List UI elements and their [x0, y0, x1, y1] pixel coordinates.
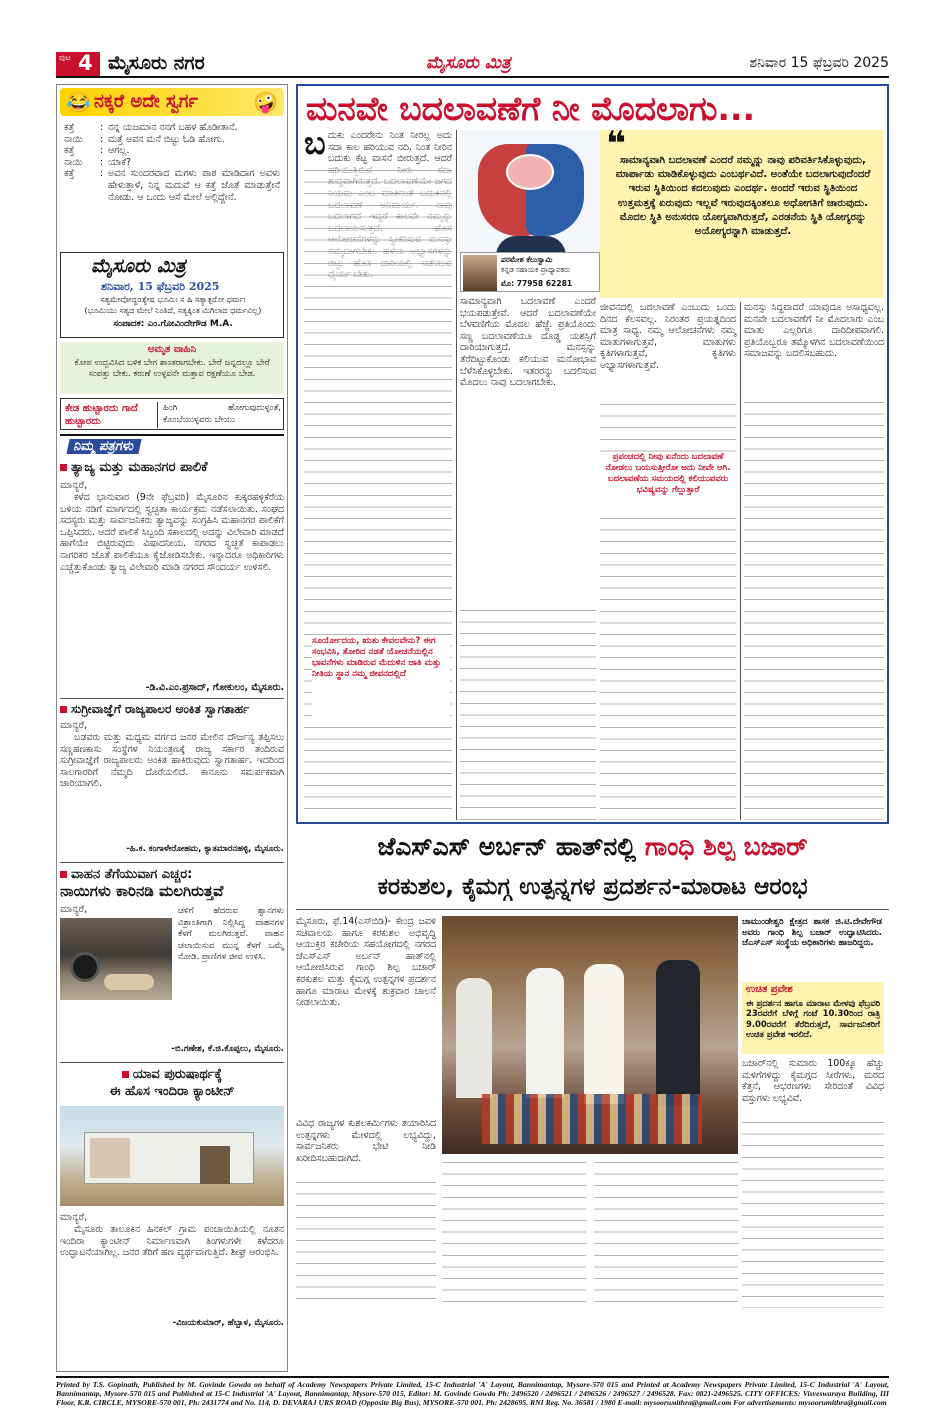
- bullet-square-icon: [60, 464, 67, 471]
- letter-signature: -ಬಿ.ಗಣೇಶ, ಕೆ.ಜಿ.ಕೊಪ್ಪಲು, ಮೈಸೂರು.: [171, 1044, 284, 1054]
- page-label: ಪುಟ: [59, 53, 71, 62]
- news-body-2: ವಿವಿಧ ರಾಜ್ಯಗಳ ಕುಶಲಕರ್ಮಿಗಳು ತಯಾರಿಸಿದ ಉತ್ಪನ್ನಗಳು ಮೇಳದಲ್ಲಿ ಲಭ್ಯವಿದ್ದು, ಸಾರ್ವಜನಿಕರು ಭೇಟಿ ನೀಡಿ ಖರೀದಿಸಬಹುದಾಗಿದೆ.: [296, 1118, 436, 1164]
- news-event-photo: [442, 916, 738, 1154]
- news-photo-caption: ಚಾಮುಂಡೇಶ್ವರಿ ಕ್ಷೇತ್ರದ ಶಾಸಕ ಜಿ.ಟಿ.ದೇವೇಗೌಡ ಅವರು ಗಾಂಧಿ ಶಿಲ್ಪ ಬಜಾರ್ ಉದ್ಘಾಟಿಸಿದರು. ಜೆಎಸ್‌ಎಸ್ ಸಂಸ್ಥೆಯ ಅಧಿಕಾರಿಗಳು ಹಾಜರಿದ್ದರು.: [742, 916, 882, 948]
- news-column-4-body: [594, 1160, 738, 1308]
- feature-column-4-text: ಮನಸ್ಸು ಸಿದ್ಧವಾದರೆ ಯಾವುದೂ ಅಸಾಧ್ಯವಲ್ಲ. ಮನವೇ ಬದಲಾವಣೆಗೆ ನೀ ಮೊದಲಾಗು ಎಂಬ ಮಾತು ಎಲ್ಲರಿಗೂ ದಾರಿದೀಪವಾಗಲಿ. ಪ್ರತಿಯೊಬ್ಬರೂ ತಮ್ಮೊಳಗಿನ ಬದಲಾವಣೆಯಿಂದ ಸಮಾಜವನ್ನು ಬದಲಿಸಬಹುದು.: [744, 302, 884, 360]
- divider: [60, 698, 284, 699]
- letter-title: ಯಾವ ಪುರುಷಾರ್ಥಕ್ಕೆ ಈ ಹೊಸ ಇಂದಿರಾ ಕ್ಯಾಂಟೀನ್: [109, 1067, 235, 1099]
- bullet-square-icon: [60, 706, 67, 713]
- letters-header: [60, 434, 284, 456]
- laughing-face-icon: 😂: [66, 90, 91, 114]
- page-number: 4: [78, 51, 93, 75]
- paper-logo-small: ಮೈಸೂರು ಮಿತ್ರ: [426, 53, 511, 73]
- news-headline: ಜೆಎಸ್‌ಎಸ್ ಅರ್ಬನ್ ಹಾತ್‌ನಲ್ಲಿ ಗಾಂಧಿ ಶಿಲ್ಪ ಬಜಾರ್: [377, 832, 808, 861]
- section-name: ಮೈಸೂರು ನಗರ: [108, 52, 205, 74]
- column-divider: [456, 130, 457, 820]
- imprint-text: Printed by T.S. Gopinath, Published by M. Govinde Gowda on behalf of Academy Newspapers Private Limited, 15-C Industrial 'A' Layout, Bannimantap, Mysore-570 015 and Printed at Academy Newspapers Private Limited, 15-C Industrial 'A' Layout, Bannimantap, Mysore-570 015 and Published at 15-C Industrial 'A' Layout, Bannimantap, Mysore-570 015, Editor: M. Govinde Gowda Ph: 2496520 / 2496521 / 2496526 / 2496527 / 2496528. Fax: 0821-2496525. CITY OFFICES: Visveswaraya Building, III Floor, K.R. CIRCLE, MYSORE-570 001, Ph: 2431774 and No. 114, D. DEVARAJ URS ROAD (Opposite Big Bus), MYSORE-570 001. Ph: 2428695. RNI Reg. No. 36581 / 1980 E-mail: mysooruмithra@gmail.com For advertisements: mysoorumithra@gmail.com: [56, 1380, 889, 1408]
- feature-column-4-body: [744, 400, 884, 820]
- paper-date: ಶನಿವಾರ, 15 ಫೆಬ್ರವರಿ 2025: [101, 280, 220, 293]
- pull-quote-text: ಸಾಮಾನ್ಯವಾಗಿ ಬದಲಾವಣೆ ಎಂದರೆ ನಮ್ಮನ್ನು ನಾವು ಪರಿವರ್ತಿಸಿಕೊಳ್ಳುವುದು, ಮಾರ್ಪಾಡು ಮಾಡಿಕೊಳ್ಳುವುದು ಎಂಬರ್ಥವಿದೆ. ಅಂತೆಯೇ ಬದಲಾಗುವುದೆಂದರೆ ಇರುವ ಸ್ಥಿತಿಯಿಂದ ಕದಲುವುದು ಎಂದರ್ಥ. ಅಂದರೆ ಇರುವ ಸ್ಥಿತಿಯಿಂದ ಉತ್ತಮತ್ತಕ್ಕೆ ಏರುವುದು ಇಲ್ಲವೆ ಇರುವುದಕ್ಕಿಂತಲೂ ಅಧೋಗತಿಗೆ ಜಾರುವುದು. ಮೊದಲ ಸ್ಥಿತಿ ಅನುಸರಣ ಯೋಗ್ಯವಾಗಿರುತ್ತದೆ, ಎರಡನೆಯ ಸ್ಥಿತಿ ಯೋಗ್ಯರನ್ನು ಅಯೋಗ್ಯರನ್ನಾಗಿ ಮಾಡುತ್ತದೆ.: [615, 155, 871, 238]
- letter-signature: -ಡಿ.ವಿ.ಎಂ.ಪ್ರಸಾದ್, ಗೋಕುಲಂ, ಮೈಸೂರು.: [145, 682, 284, 693]
- letter-2: [60, 702, 284, 862]
- joke-title: ನಕ್ಕರೆ ಅದೇ ಸ್ವರ್ಗ: [94, 91, 198, 112]
- page-date: ಶನಿವಾರ 15 ಫೆಬ್ರವರಿ 2025: [749, 55, 889, 71]
- letter-salutation: ಮಾನ್ಯರೆ,: [60, 720, 88, 731]
- free-entry-box: [742, 982, 884, 1054]
- page-number-tag: [56, 52, 100, 76]
- column-divider: [740, 302, 741, 820]
- joke-line: ನಾಯಿ : ಮತ್ತೆ ಅವನ ಮನೆ ಬಿಟ್ಟು ಓಡಿ ಹೋಗು.: [64, 133, 225, 145]
- feature-column-2-body: [460, 608, 596, 820]
- quote-mark-icon: ❝: [606, 124, 626, 164]
- feature-column-1-text: ದುಕು ಎಂದರೇನು ನಿಂತ ನೀರಲ್ಲ ಅದು ಸದಾ ಕಾಲ ಹರಿಯುವ ನದಿ. ನಿಂತ ನೀರಿನ ಬದುಕು ಕೆಟ್ಟ ವಾಸನೆ ಬೀರುತ್ತದೆ. ಆದರೆ: [328, 130, 452, 165]
- divider: [60, 1062, 284, 1063]
- feature-column-3-body: [600, 402, 736, 452]
- author-phone: ಮೊ: 77958 62281: [501, 279, 573, 288]
- paper-editor: ಸಂಪಾದಕ: ಎಂ.ಗೋವಿಂದೇಗೌಡ M.A.: [113, 319, 233, 329]
- paper-logo: ಮೈಸೂರು ಮಿತ್ರ: [91, 255, 186, 277]
- joke-line: ನಾಯಿ : ಯಾಕೆ?: [64, 156, 131, 168]
- news-photo-caption-box: [742, 916, 882, 978]
- pull-quote: [600, 124, 884, 298]
- letter-4: [60, 1066, 284, 1370]
- amrutha-vani-title: ಅಮೃತ ವಾಹಿನಿ: [147, 344, 197, 355]
- free-entry-text: ಈ ಪ್ರದರ್ಶನ ಹಾಗೂ ಮಾರಾಟ ಮೇಳವು ಫೆಬ್ರವರಿ 23ರವರೆಗೆ ಬೆಳಿಗ್ಗೆ ಗಂಟೆ 10.30ರಿಂದ ರಾತ್ರಿ 9.00ರವರೆಗೆ ತೆರೆದಿರುತ್ತದೆ, ಸಾರ್ವಜನಿಕರಿಗೆ ಉಚಿತ ಪ್ರವೇಶ ಇರಲಿದೆ.: [746, 998, 880, 1040]
- dog-under-car-photo: [60, 918, 172, 1000]
- inline-quote: ಸೂರ್ಯೋದಯ, ಋತು ಕೇವಲವೇನು? ಈಗ ಸಂಭವಿಸಿ, ತೋರಿದ ನಡತೆ ಯೋಚನೆಯಲ್ಲಿನ ಭಾವನೆಗಳು ಮಾಡಿರುವ ಮೆದುಳಿನ ಜಾತಿ ಮತ್ತು ನೀತಿಯ ಸ್ಥಾನ ನಮ್ಮ ಜೀವನದಲ್ಲಿದೆ: [312, 636, 450, 726]
- proverb-box: [60, 398, 284, 430]
- imprint-footer: [56, 1376, 889, 1416]
- bullet-square-icon: [60, 871, 67, 878]
- feature-column-3-text: ಜೀವನದಲ್ಲಿ ಬದಲಾವಣೆ ಎಂಬುದು ಒಂದು ದಿನದ ಕೆಲಸವಲ್ಲ. ನಿರಂತರ ಪ್ರಯತ್ನದಿಂದ ಮಾತ್ರ ಸಾಧ್ಯ. ನಮ್ಮ ಆಲೋಚನೆಗಳು ನಮ್ಮ ಮಾತುಗಳಾಗುತ್ತವೆ, ಮಾತುಗಳು ಕೃತಿಗಳಾಗುತ್ತವೆ, ಕೃತಿಗಳು ಅಭ್ಯಾಸಗಳಾಗುತ್ತವೆ.: [600, 302, 736, 371]
- news-column-5-body: [742, 1120, 884, 1308]
- letter-salutation: ಮಾನ್ಯರೆ,: [60, 904, 88, 915]
- letter-body: ಮೈಸೂರು ತಾಲೂಕಿನ ಹಿನಕಲ್ ಗ್ರಾಮ ಪಂಚಾಯಿತಿಯಲ್ಲಿ ನೂತನ ಇಂದಿರಾ ಕ್ಯಾಂಟೀನ್ ನಿರ್ಮಾಣವಾಗಿ ತಿಂಗಳುಗಳೇ ಕಳೆದರೂ ಉದ್ಘಾಟನೆಯಾಗಿಲ್ಲ. ಜನರ ತೆರಿಗೆ ಹಣ ವ್ಯರ್ಥವಾಗುತ್ತಿದೆ. ಶೀಘ್ರ ಆರಂಭಿಸಿ.: [60, 1224, 284, 1259]
- joke-line: ಕತ್ತೆ : ಅವನ ಸುಂದರವಾದ ಮಗಳು ಪಾಠ ಮಾಡಿದಾಗ ಅವಳು ಹೇಳುತ್ತಾಳೆ, ನಿನ್ನ ಮದುವೆ ಆ ಕತ್ತೆ ಜೊತೆ ಮಾಡುತ್ತೇನೆ ನೋಡು. ಆ ಒಂದು ಆಸೆ ಮೇಲೆ ಅಲ್ಲಿದ್ದೇನೆ.: [64, 168, 280, 203]
- letter-signature: -ಹಿ.ಕ. ಕಂಗಾಳೇರೋಹಮ, ಕ್ಯಾತಮಾರನಹಳ್ಳಿ, ಮೈಸೂರು.: [126, 844, 284, 854]
- divider: [60, 862, 284, 863]
- news-column-1: [296, 916, 436, 1116]
- feature-column-2-text: ಸಾಮಾನ್ಯವಾಗಿ ಬದಲಾವಣೆ ಎಂದರೆ ಭಯಪಡುತ್ತೇವೆ. ಆದರೆ ಬದಲಾವಣೆಯೇ ಬೆಳವಣಿಗೆಯ ಮೊದಲ ಹೆಜ್ಜೆ. ಪ್ರತಿಯೊಂದು ಸಣ್ಣ ಬದಲಾವಣೆಯೂ ದೊಡ್ಡ ಯಶಸ್ಸಿಗೆ ದಾರಿಯಾಗುತ್ತದೆ. ಮನಸ್ಸನ್ನು ತೆರೆದಿಟ್ಟುಕೊಂಡು ಕಲಿಯುವ ಮನೋಭಾವ ಬೆಳೆಸಿಕೊಳ್ಳಬೇಕು. ಇತರರನ್ನು ಬದಲಿಸುವ ಮೊದಲು ನಾವು ಬದಲಾಗಬೇಕು.: [460, 296, 596, 389]
- feature-column-2: [460, 296, 596, 820]
- feature-headline: ಮನವೇ ಬದಲಾವಣೆಗೆ ನೀ ಮೊದಲಾಗು...: [306, 89, 756, 128]
- news-subheadline: ಕರಕುಶಲ, ಕೈಮಗ್ಗ ಉತ್ಪನ್ನಗಳ ಪ್ರದರ್ಶನ-ಮಾರಾಟ ಆರಂಭ: [377, 874, 808, 900]
- amrutha-vani-box: [60, 342, 284, 394]
- joke-line: ಕತ್ತೆ : ನನ್ನ ಯಜಮಾನ ನನಗೆ ಬಹಳ ಹೊಡೀತಾನೆ.: [64, 122, 238, 133]
- letter-title: ವಾಹನ ತೆಗೆಯುವಾಗ ಎಚ್ಚರ: ನಾಯಿಗಳು ಕಾರಿನಡಿ ಮಲಗಿರುತ್ತವೆ: [60, 867, 224, 900]
- news-body-3: ಬಜಾರ್‌ನಲ್ಲಿ ಸುಮಾರು 100ಕ್ಕೂ ಹೆಚ್ಚು ಮಳಿಗೆಗಳಿದ್ದು ಕೈಮಗ್ಗದ ಸೀರೆಗಳು, ಮರದ ಕೆತ್ತನೆ, ಆಭರಣಗಳು ಸೇರಿದಂತೆ ವಿವಿಧ ವಸ್ತುಗಳು ಲಭ್ಯವಿವೆ.: [742, 1058, 884, 1104]
- feature-column-4: [744, 302, 884, 820]
- news-body-1: ಮೈಸೂರು, ಫೆ.14(ಎಸ್‌ಬಿಡಿ)- ಕೇಂದ್ರ ಜವಳಿ ಸಚಿವಾಲಯ ಹಾಗೂ ಕರಕುಶಲ ಅಭಿವೃದ್ಧಿ ಆಯುಕ್ತರ ಕಚೇರಿಯ ಸಹಯೋಗದಲ್ಲಿ ನಗರದ ಜೆಎಸ್‌ಎಸ್ ಅರ್ಬನ್ ಹಾತ್‌ನಲ್ಲಿ ಆಯೋಜಿಸಿರುವ ಗಾಂಧಿ ಶಿಲ್ಪ ಬಜಾರ್ ಕರಕುಶಲ ಮತ್ತು ಕೈಮಗ್ಗ ಉತ್ಪನ್ನಗಳ ಪ್ರದರ್ಶನ ಹಾಗೂ ಮಾರಾಟ ಮೇಳಕ್ಕೆ ಶುಕ್ರವಾರ ಚಾಲನೆ ನೀಡಲಾಯಿತು.: [296, 916, 436, 1009]
- masthead: [56, 50, 889, 78]
- highlight-box: ಪ್ರಪಂಚದಲ್ಲಿ ನೀವು ಏನೆಂದು ಬದಲಾವಣೆ ನೋಡಲು ಬಯಸುತ್ತೀರೋ ಅದು ನೀವೇ ಆಗಿ. ಬದಲಾವಣೆಯ ಸಮಯದಲ್ಲಿ ಕಲಿಯುವವರು ಭವಿಷ್ಯವನ್ನು ಗೆಲ್ಲುತ್ತಾರೆ: [605, 452, 731, 495]
- feature-column-3: [600, 302, 736, 820]
- proverb-divider: [157, 402, 158, 428]
- news-column-2: [296, 1118, 436, 1308]
- joke-banner: [60, 88, 284, 116]
- news-column-5: [742, 1058, 884, 1308]
- letter-3: [60, 866, 284, 1062]
- indira-canteen-photo: [60, 1106, 284, 1206]
- bullet-square-icon: [122, 1071, 129, 1078]
- free-entry-title: ಉಚಿತ ಪ್ರವೇಶ: [746, 984, 793, 995]
- letter-salutation: ಮಾನ್ಯರೆ,: [60, 480, 88, 491]
- cartoon-icon: 🤪: [253, 90, 278, 114]
- news-column-2-body: [296, 1180, 436, 1308]
- letter-body: ಕಳೆದ ಭಾನುವಾರ (9ನೇ ಫೆಬ್ರವರಿ) ಮೈಸೂರಿನ ಕುಕ್ಕರಹಳ್ಳಿಕೆರೆಯ ಬಳಿಯ ನಡಿಗೆ ಮಾರ್ಗದಲ್ಲಿ ಸ್ವಚ್ಛತಾ ಕಾರ್ಯಕ್ರಮ ನಡೆಸಲಾಯಿತು. ಸಂಘದ ಸದಸ್ಯರು ಮತ್ತು ಸಾರ್ವಜನಿಕರು ತ್ಯಾಜ್ಯವನ್ನು ಸಂಗ್ರಹಿಸಿ ಮಹಾನಗರ ಪಾಲಿಕೆಗೆ ಒಪ್ಪಿಸಿದರು. ಆದರೆ ಪಾಲಿಕೆ ಸಿಬ್ಬಂದಿ ಸಕಾಲದಲ್ಲಿ ಅದನ್ನು ವಿಲೇವಾರಿ ಮಾಡದೆ ಹಾಗೆಯೇ ಬಿಟ್ಟಿರುವುದು ವಿಷಾದನೀಯ. ನಗರದ ಸ್ವಚ್ಛತೆ ಕಾಪಾಡಲು ನಾಗರಿಕರ ಜೊತೆ ಪಾಲಿಕೆಯೂ ಕೈಜೋಡಿಸಬೇಕು. ಇನ್ನಾದರೂ ಅಧಿಕಾರಿಗಳು ಎಚ್ಚೆತ್ತುಕೊಂಡು ತ್ಯಾಜ್ಯ ವಿಲೇವಾರಿ ಮಾಡಿ ನಗರದ ಸೌಂದರ್ಯ ಉಳಿಸಲಿ.: [60, 492, 284, 573]
- drop-cap: ಬ: [304, 124, 326, 162]
- letter-salutation: ಮಾನ್ಯರೆ,: [60, 1212, 88, 1223]
- letter-signature: -ವಿಜಯಕುಮಾರ್, ಹೆಬ್ಬಾಳ, ಮೈಸೂರು.: [172, 1318, 284, 1328]
- letter-body: ಬಡವರು ಮತ್ತು ಮಧ್ಯಮ ವರ್ಗದ ಜನರ ಮೇಲಿನ ದೌರ್ಜನ್ಯ ತಪ್ಪಿಸಲು ಸಣ್ಣಹಣಕಾಸು ಸಂಸ್ಥೆಗಳ ನಿಯಂತ್ರಣಕ್ಕೆ ರಾಜ್ಯ ಸರ್ಕಾರ ತಂದಿರುವ ಸುಗ್ರೀವಾಜ್ಞೆಗೆ ರಾಜ್ಯಪಾಲರು ಅಂಕಿತ ಹಾಕಿರುವುದು ಸ್ವಾಗತಾರ್ಹ. ಇದರಿಂದ ಸಾಲಗಾರರಿಗೆ ನೆಮ್ಮದಿ ದೊರೆಯಲಿದೆ. ಕಾನೂನು ಸಮರ್ಪಕವಾಗಿ ಜಾರಿಯಾಗಲಿ.: [60, 732, 284, 790]
- letter-1: [60, 460, 284, 700]
- feature-column-3-body-2: [600, 516, 736, 820]
- paper-motto: ಸತ್ಯಮೇವೋದ್ಧರತ್ಯೇಷ ಭೂಮಿಃ ಸ ಹಿ ಸತ್ಯಾತ್ಪರೋ ಧರ್ಮಃ: [100, 295, 246, 304]
- amrutha-vani-text: ಕೋಪ ಉದ್ಭವಿಸಿದ ಬಳಿಕ ಬೇಗ ಶಾಂತರಾಗಬೇಕು. ಬೇರೆ ಜನ್ನದಲ್ಲೂ ಬೇರೆ ಸಂಪತ್ತು ಬೇಕು. ಕರುಣೆ ಉಳ್ಳವನೇ ಮತ್ತಾವ ರಕ್ಷಣೆಯೂ ಬೇಡ.: [74, 358, 270, 379]
- letters-header-title: ನಿಮ್ಮ ಪತ್ರಗಳು: [66, 439, 141, 454]
- letter-title: ಸುಗ್ರೀವಾಜ್ಞೆಗೆ ರಾಜ್ಯಪಾಲರ ಅಂಕಿತ ಸ್ವಾಗತಾರ್ಹ: [60, 702, 249, 717]
- paper-motto-translation: (ಭೂಮಿಯು ಸತ್ಯದ ಮೇಲೆ ನಿಂತಿದೆ, ಸತ್ಯಕ್ಕಿಂತ ಮಿಗಿಲಾದ ಧರ್ಮವಿಲ್ಲ): [84, 306, 262, 315]
- paper-info-box: [60, 252, 284, 338]
- news-column-3: [442, 1160, 738, 1308]
- author-name: ಪರಮೇಶ ಕೆಲುಸ್ವಾಮಿ: [501, 255, 553, 264]
- news-headline-block: [296, 830, 889, 910]
- joke-line: ಕತ್ತೆ : ಆಗಲ್ಲ.: [64, 145, 130, 157]
- brain-icon: [506, 154, 554, 190]
- author-photo: [463, 255, 497, 291]
- letter-title: ತ್ಯಾಜ್ಯ ಮತ್ತು ಮಹಾನಗರ ಪಾಲಿಕೆ: [60, 460, 208, 475]
- proverb-right: ಹಿಂಗಿ ಹೋಗುವುದುಳ್ಳಂತೆ, ಕೊಂಬೆಯುಳ್ಳವರು ಬೇಯು: [163, 403, 281, 425]
- letter-body: ಚಳಿಗೆ ಹೆದರುವ ಶ್ವಾನಗಳು ವಿಶ್ರಾಂತಿಗಾಗಿ ನಿಲ್ಲಿಸಿದ್ದ ವಾಹನಗಳ ಕೆಳಗೆ ಮಲಗಿರುತ್ತವೆ. ವಾಹನ ಚಲಾಯಿಸುವ ಮುನ್ನ ಕೆಳಗೆ ಒಮ್ಮೆ ನೋಡಿ. ಪ್ರಾಣಿಗಳ ಜೀವ ಉಳಿಸಿ.: [178, 906, 284, 963]
- joke-box: [60, 88, 284, 248]
- author-card: [460, 252, 600, 292]
- joke-lines: [64, 122, 280, 244]
- news-column-3-body: [442, 1160, 586, 1308]
- author-role: ಕನ್ನಡ ಸಹಾಯಕ ಪ್ರಾಧ್ಯಾಪಕರು: [501, 265, 571, 274]
- proverb-left: ಕೇಡ ಹುಟ್ಟಾರದು ಗಾದೆ ಹುಟ್ಟಾರದು: [65, 403, 138, 427]
